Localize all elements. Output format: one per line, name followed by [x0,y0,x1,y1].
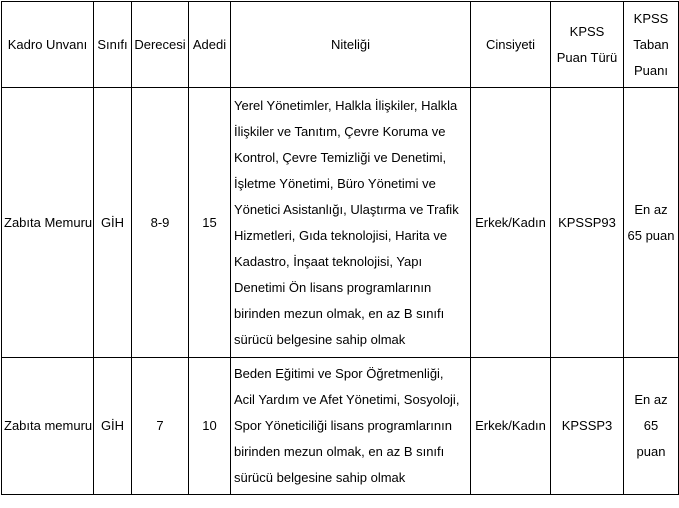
table-row [2,358,679,495]
header-kadro-unvani: Kadro Unvanı [2,2,94,88]
cell-niteligi [231,358,471,495]
cell-kpss-taban-puani [624,88,679,358]
cell-adedi: 15 [189,88,231,358]
nitelik-line: sürücü belgesine sahip olmak [234,470,406,485]
nitelik-line: Kontrol, Çevre Temizliği ve Denetimi, [234,149,447,165]
nitelik-line: Hizmetleri, Gıda teknolojisi, Harita ve [234,227,448,243]
header-adedi: Adedi [189,2,231,88]
nitelik-line: sürücü belgesine sahip olmak [234,331,406,347]
nitelik-line: birinden mezun olmak, en az B sınıfı [234,444,445,459]
cell-sinifi: GİH [94,88,132,358]
table-row [2,88,679,358]
header-sinifi: Sınıfı [94,2,132,88]
cell-cinsiyeti: Erkek/Kadın [471,358,551,495]
cell-derecesi: 7 [132,358,189,495]
cell-niteligi [231,88,471,358]
cell-kpss-puan-turu: KPSSP3 [551,358,624,495]
header-kpss-taban-puani-line: Puanı [634,62,668,78]
cell-adedi: 10 [189,358,231,495]
cell-derecesi: 8-9 [132,88,189,358]
cell-sinifi: GİH [94,358,132,495]
header-derecesi: Derecesi [132,2,189,88]
header-kpss-puan-turu [551,2,624,88]
cell-kadro-unvani: Zabıta Memuru [2,88,94,358]
table-header-row [2,2,679,88]
header-niteligi: Niteliği [231,2,471,88]
header-kpss-taban-puani-line: Taban [633,36,669,52]
cell-kpss-puan-turu: KPSSP93 [551,88,624,358]
nitelik-line: İlişkiler ve Tanıtım, Çevre Koruma ve [234,123,446,139]
nitelik-line: Denetimi Ön lisans programlarının [234,279,432,295]
nitelik-line: İşletme Yönetimi, Büro Yönetimi ve [234,175,436,191]
taban-puani-line: 65 [643,418,659,433]
nitelik-line: Kadastro, İnşaat teknolojisi, Yapı [234,253,423,269]
cell-cinsiyeti: Erkek/Kadın [471,88,551,358]
cell-kpss-taban-puani [624,358,679,495]
cell-kadro-unvani: Zabıta memuru [2,358,94,495]
header-kpss-taban-puani-line: KPSS [633,10,669,26]
header-kpss-taban-puani [624,2,679,88]
nitelik-line: Acil Yardım ve Afet Yönetimi, Sosyoloji, [234,392,460,407]
nitelik-line: Spor Yöneticiliği lisans programlarının [234,418,452,433]
kadro-table [1,1,679,495]
header-kpss-puan-turu-line: KPSS [569,23,605,39]
taban-puani-line: 65 puan [627,227,675,243]
nitelik-line: Yerel Yönetimler, Halkla İlişkiler, Halkla [234,97,458,113]
nitelik-line: Beden Eğitimi ve Spor Öğretmenliği, [234,366,444,381]
header-cinsiyeti: Cinsiyeti [471,2,551,88]
taban-puani-line: En az [634,201,668,217]
header-kpss-puan-turu-line: Puan Türü [556,49,618,65]
taban-puani-line: En az [634,392,668,407]
nitelik-line: Yönetici Asistanlığı, Ulaştırma ve Trafik [234,201,459,217]
taban-puani-line: puan [636,444,666,459]
nitelik-line: birinden mezun olmak, en az B sınıfı [234,305,445,321]
